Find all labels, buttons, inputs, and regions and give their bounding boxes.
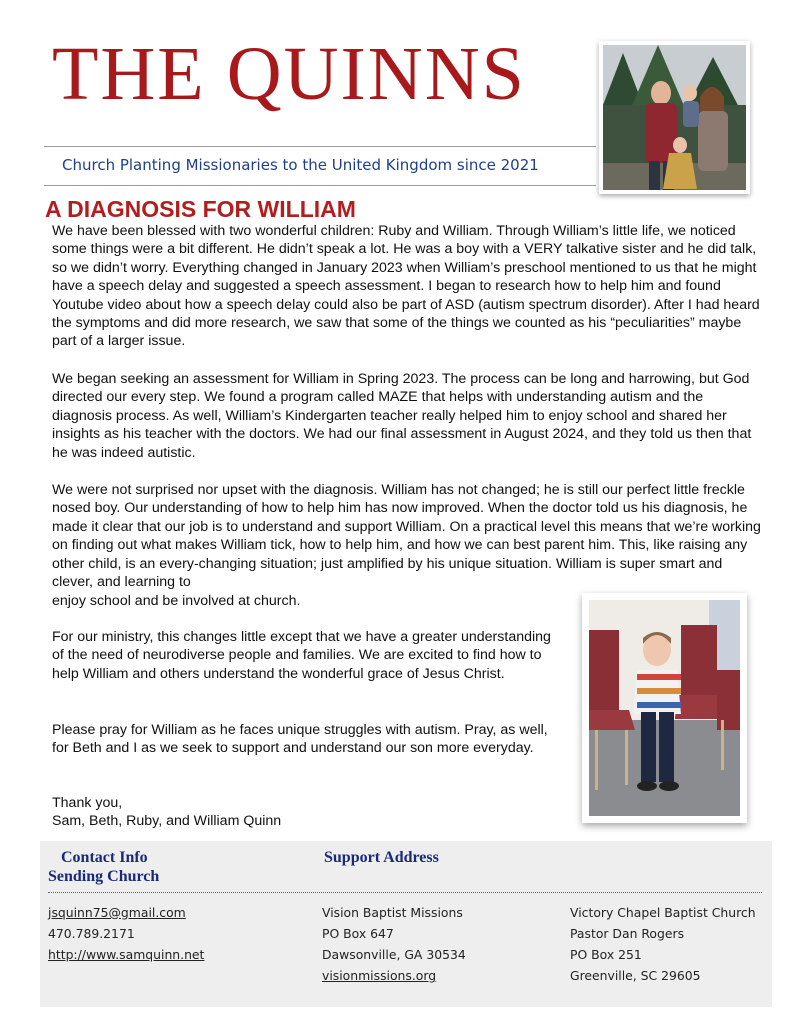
website-link[interactable]: http://www.samquinn.net: [48, 947, 205, 962]
support-address-heading: Support Address: [324, 849, 439, 866]
tagline: Church Planting Missionaries to the United Kingdom since 2021: [62, 156, 539, 174]
paragraph-4: For our ministry, this changes little except that we have a greater understanding of the need of neurodiverse people and families. We are excited to find how to help William and others understand the wonderful grace of Jesus Christ.: [52, 629, 551, 682]
header-rule-bottom: [44, 185, 596, 186]
paragraph-3: We were not surprised nor upset with the diagnosis. William has not changed; he is still our perfect little freckle nosed boy. Our understanding of how to help him has now improved. When the doctor told us his diagnosis, he made it clear that our job is to understand and support William. On a practical level this means that we’re working on finding out what makes William tick, how to help him, and how we can best parent him. This, like raising any other child, is an every-changing situation; just amplified by his unique situation. William is super smart and clever, and learning to: [52, 482, 761, 591]
sending-church-heading: Sending Church: [48, 868, 160, 885]
footer-panel: [40, 841, 772, 1007]
paragraph-1: We have been blessed with two wonderful children: Ruby and William. Through William’s little life, we noticed some things were a bit different. He didn’t speak a lot. He was a boy with a VERY talkative sister and he did talk, so we didn’t worry. Everything changed in January 2023 when William’s preschool mentioned to us that he might have a speech delay and suggested a speech assessment. I began to research how to help him and found Youtube video about how a speech delay could also be part of ASD (autism spectrum disorder). After I had heard the symptoms and did more research, we saw that some of the things we counted as his “peculiarities” maybe part of a larger issue.: [52, 223, 760, 350]
paragraph-2: We began seeking an assessment for William in Spring 2023. The process can be long and harrowing, but God directed our every step. We found a program called MAZE that helps with understanding autism and the diagnosis process. As well, William’s Kindergarten teacher really helped him to enjoy school and shared her insights as his teacher with the doctors. We had our final assessment in August 2024, and they told us then that he was indeed autistic.: [52, 371, 752, 461]
section-title: A DIAGNOSIS FOR WILLIAM: [45, 196, 356, 222]
phone-number: 470.789.2171: [48, 926, 135, 941]
support-city: Dawsonville, GA 30534: [322, 947, 466, 962]
william-photo: [582, 593, 747, 823]
masthead-title: THE QUINNS: [52, 32, 526, 116]
support-website-link[interactable]: visionmissions.org: [322, 968, 437, 983]
church-name: Victory Chapel Baptist Church: [570, 905, 756, 920]
paragraph-3-continued: enjoy school and be involved at church.: [52, 593, 301, 609]
header-rule-top: [44, 146, 596, 147]
church-pastor: Pastor Dan Rogers: [570, 926, 685, 941]
support-po-box: PO Box 647: [322, 926, 394, 941]
contact-info-heading: Contact Info: [61, 849, 148, 866]
family-photo: [599, 41, 750, 194]
signature-names: Sam, Beth, Ruby, and William Quinn: [52, 813, 282, 829]
church-city: Greenville, SC 29605: [570, 968, 701, 983]
paragraph-5: Please pray for William as he faces unique struggles with autism. Pray, as well, for Beth and I as we seek to support and understand our son more everyday.: [52, 722, 548, 757]
footer-divider: [48, 892, 762, 893]
support-column: [322, 902, 466, 986]
church-po-box: PO Box 251: [570, 947, 642, 962]
contact-column: [48, 902, 204, 965]
support-org: Vision Baptist Missions: [322, 905, 463, 920]
closing-thanks: Thank you,: [52, 795, 123, 811]
email-link[interactable]: jsquinn75@gmail.com: [48, 905, 186, 920]
church-column: [570, 902, 756, 986]
